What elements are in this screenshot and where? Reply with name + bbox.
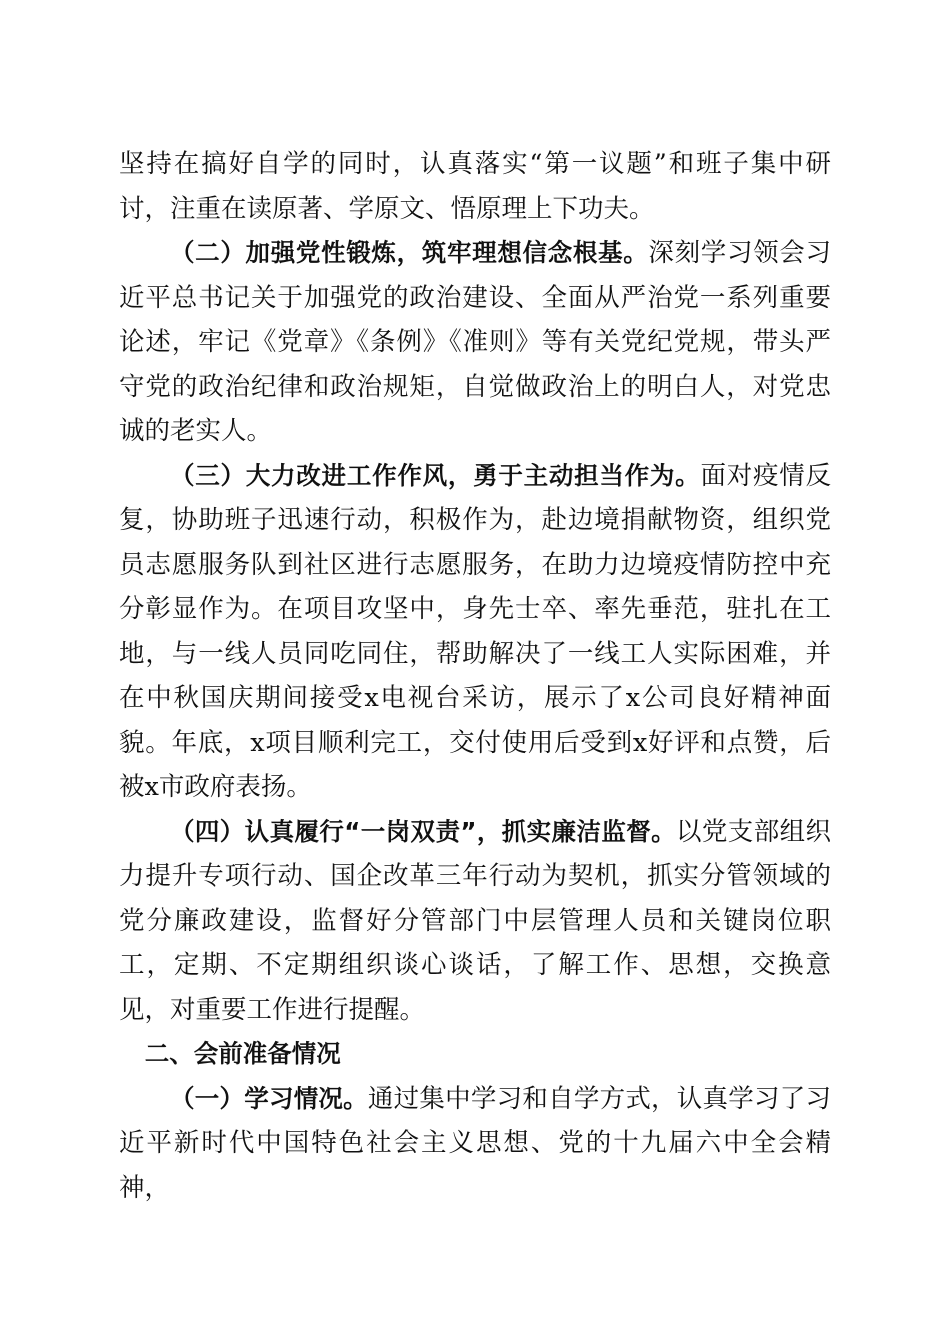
- paragraph-body: 通过集中学习和自学方式，认真学习了习近平新时代中国特色社会主义思想、党的十九届六中全会精神，: [119, 1083, 831, 1203]
- paragraph-body: 面对疫情反复，协助班子迅速行动，积极作为，赴边境捐献物资，组织党员志愿服务队到社区进行志愿服务，在助力边境疫情防控中充分彰显作为。在项目攻坚中，身先士卒、率先垂范，驻扎在工地，与一线人员同吃同住，帮助解决了一线工人实际困难，并在中秋国庆期间接受x电视台采访，展示了x公司良好精神面貌。年底，x项目顺利完工，交付使用后受到x好评和点赞，后被x市政府表扬。: [119, 460, 831, 802]
- paragraph-lead: （三）大力改进工作作风，勇于主动担当作为。: [170, 460, 701, 490]
- document-body: [119, 142, 831, 1210]
- paragraph-body: 深刻学习领会习近平总书记关于加强党的政治建设、全面从严治党一系列重要论述，牢记《党章》《条例》《准则》等有关党纪党规，带头严守党的政治纪律和政治规矩，自觉做政治上的明白人，对党忠诚的老实人。: [119, 238, 831, 446]
- paragraph-strengthen-party-spirit: [119, 231, 831, 454]
- paragraph-study-situation: [119, 1077, 831, 1211]
- paragraph-improve-work-style: [119, 454, 831, 810]
- paragraph-body: 以党支部组织力提升专项行动、国企改革三年行动为契机，抓实分管领域的党分廉政建设，监督好分管部门中层管理人员和关键岗位职工，定期、不定期组织谈心谈话，了解工作、思想，交换意见，对重要工作进行提醒。: [119, 816, 831, 1025]
- section-heading: 二、会前准备情况: [144, 1039, 341, 1068]
- paragraph-lead: （二）加强党性锻炼，筑牢理想信念根基。: [170, 238, 649, 267]
- paragraph-dual-responsibility: [119, 810, 831, 1033]
- paragraph-continuation: [119, 142, 831, 231]
- paragraph-lead: （一）学习情况。: [170, 1083, 368, 1113]
- paragraph-body: 坚持在搞好自学的同时，认真落实“第一议题”和班子集中研讨，注重在读原著、学原文、悟原理上下功夫。: [119, 149, 831, 224]
- paragraph-lead: （四）认真履行“一岗双责”，抓实廉洁监督。: [170, 816, 677, 846]
